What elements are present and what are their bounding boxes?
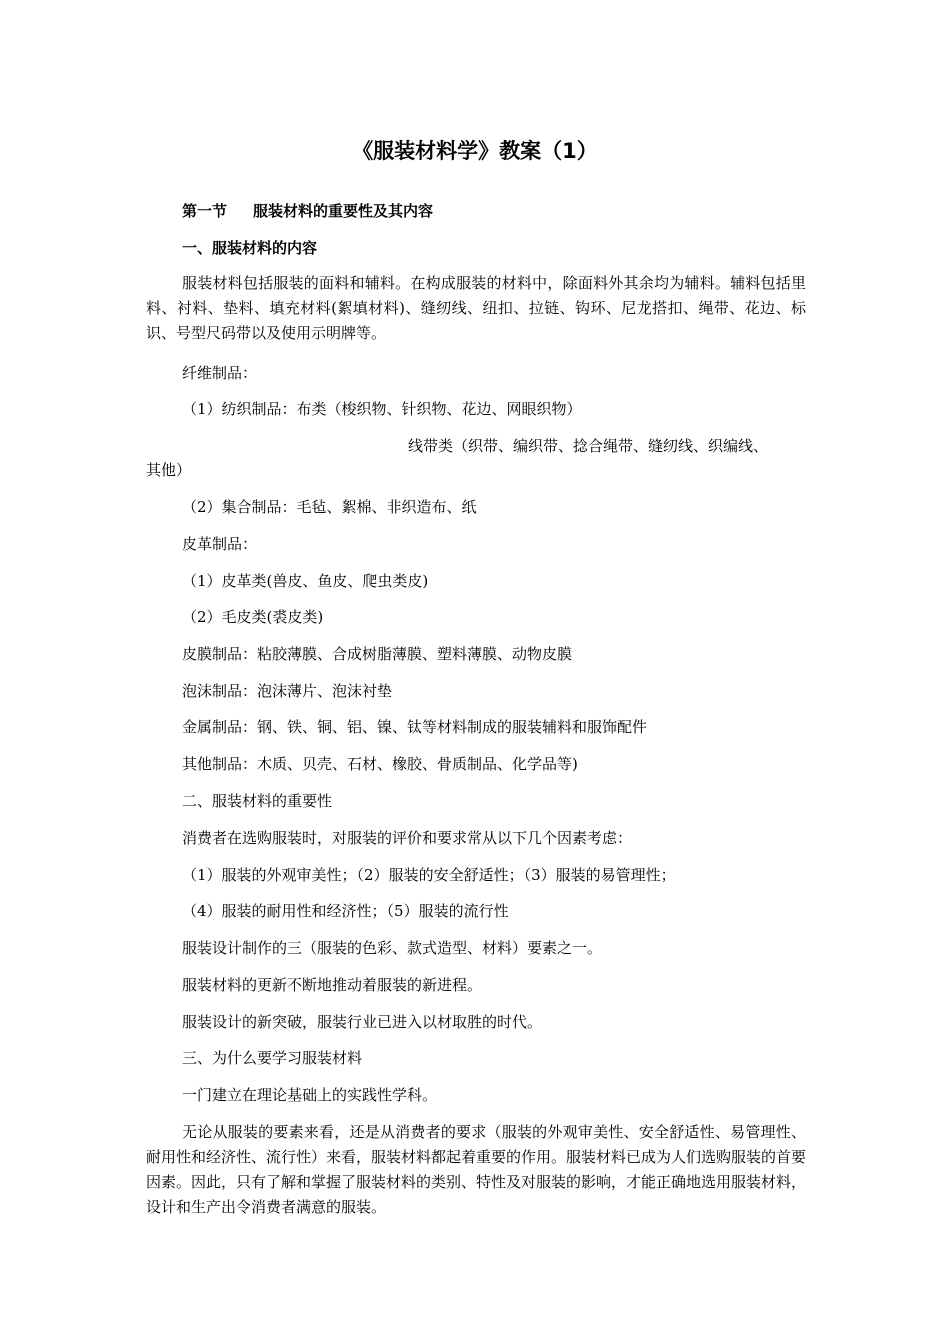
section-name: 服装材料的重要性及其内容 xyxy=(253,202,434,220)
document-title: 《服装材料学》教案（1） xyxy=(352,139,598,163)
metal-products: 金属制品：钢、铁、铜、铝、镍、钛等材料制成的服装辅料和服饰配件 xyxy=(182,718,648,736)
part2-line-1: 消费者在选购服装时，对服装的评价和要求常从以下几个因素考虑： xyxy=(182,829,633,847)
part3-paragraph: 无论从服装的要素来看，还是从消费者的要求（服装的外观审美性、安全舒适性、易管理性、耐用性和经济性、流行性）来看，服装材料都起着重要的作用。服装材料已成为人们选购服装的首要因素。因此，只有了解和掌握了服装材料的类别、特性及对服装的影响，才能正确地选用服装材料，设计和生产出令消费者满意的服装。 xyxy=(146,1123,807,1216)
leather-item-1: （1）皮革类(兽皮、鱼皮、爬虫类皮) xyxy=(182,572,429,590)
fiber-label: 纤维制品： xyxy=(182,364,258,382)
part2-line-3: （4）服装的耐用性和经济性；（5）服装的流行性 xyxy=(182,902,509,920)
leather-label: 皮革制品： xyxy=(182,535,258,553)
part3-heading: 三、为什么要学习服装材料 xyxy=(182,1049,363,1067)
other-products: 其他制品：木质、贝壳、石材、橡胶、骨质制品、化学品等) xyxy=(182,755,578,773)
film-products: 皮膜制品：粘胶薄膜、合成树脂薄膜、塑料薄膜、动物皮膜 xyxy=(182,645,573,663)
section-heading xyxy=(182,200,433,222)
leather-item-2: （2）毛皮类(裘皮类) xyxy=(182,608,324,626)
part2-line-5: 服装材料的更新不断地推动着服装的新进程。 xyxy=(182,976,483,994)
part2-line-4: 服装设计制作的三（服装的色彩、款式造型、材料）要素之一。 xyxy=(182,939,603,957)
fiber-item-1-continued-wrap: 其他） xyxy=(146,461,192,479)
part1-heading: 一、服装材料的内容 xyxy=(182,239,318,257)
part2-line-6: 服装设计的新突破，服装行业已进入以材取胜的时代。 xyxy=(182,1013,543,1031)
fiber-item-2: （2）集合制品：毛毡、絮棉、非织造布、纸 xyxy=(182,498,477,516)
part1-intro-paragraph: 服装材料包括服装的面料和辅料。在构成服装的材料中，除面料外其余均为辅料。辅料包括里料、衬料、垫料、填充材料(絮填材料)、缝纫线、纽扣、拉链、钩环、尼龙搭扣、绳带、花边、标识、号型尺码带以及使用示明牌等。 xyxy=(146,274,806,342)
section-number: 第一节 xyxy=(182,202,228,220)
part3-line-1: 一门建立在理论基础上的实践性学科。 xyxy=(182,1086,438,1104)
fiber-item-1-continued: 线带类（织带、编织带、捻合绳带、缝纫线、织编线、 xyxy=(408,437,769,455)
foam-products: 泡沫制品：泡沫薄片、泡沫衬垫 xyxy=(182,682,393,700)
part2-heading: 二、服装材料的重要性 xyxy=(182,792,333,810)
part2-line-2: （1）服装的外观审美性；（2）服装的安全舒适性；（3）服装的易管理性； xyxy=(182,866,676,884)
fiber-item-1: （1）纺织制品：布类（梭织物、针织物、花边、网眼织物） xyxy=(182,400,582,418)
